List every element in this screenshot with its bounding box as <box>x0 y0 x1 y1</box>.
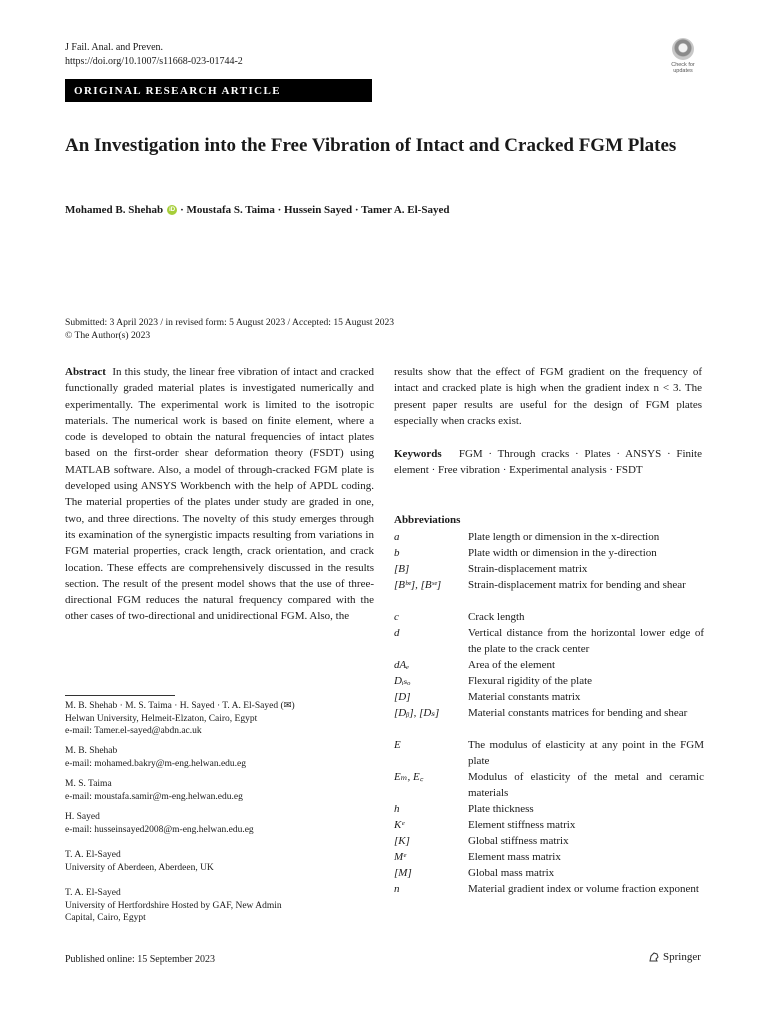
abbreviation-definition: Crack length <box>468 611 525 623</box>
affiliation-block <box>65 778 374 803</box>
abbreviation-row <box>394 705 704 721</box>
abbreviation-definition: Element mass matrix <box>468 851 561 863</box>
journal-name: J Fail. Anal. and Preven. <box>65 42 164 53</box>
affiliation-line: M. S. Taima <box>65 779 112 789</box>
abstract <box>65 364 374 625</box>
abbreviation-symbol: [K] <box>394 835 410 847</box>
orcid-icon[interactable]: iD <box>169 207 176 213</box>
abbreviation-definition: Strain-displacement matrix for bending and shear <box>468 579 686 591</box>
abbreviation-symbol: Kᵉ <box>394 819 405 831</box>
abbreviation-definition: Area of the element <box>468 659 556 671</box>
affiliation-line: M. B. Shehab <box>65 746 118 756</box>
affiliation-line[interactable]: e-mail: mohamed.bakry@m-eng.helwan.edu.eg <box>65 758 247 769</box>
abbreviation-symbol: E <box>394 739 401 751</box>
abbreviation-definition: Flexural rigidity of the plate <box>468 675 593 687</box>
dates-line: Submitted: 3 April 2023 / in revised form: 5 August 2023 / Accepted: 15 August 2023 <box>65 317 395 328</box>
abbreviation-symbol: c <box>394 611 399 623</box>
abbreviation-symbol: [M] <box>394 867 412 879</box>
abbreviation-symbol: b <box>394 547 400 559</box>
affiliation-line: T. A. El-Sayed <box>65 850 121 860</box>
abbreviation-definition: Global mass matrix <box>468 867 555 879</box>
abbreviation-definition: Vertical distance from the horizontal lower edge of the plate to the crack center <box>468 627 704 655</box>
abbreviation-definition: Plate thickness <box>468 803 534 815</box>
abbreviation-row <box>394 849 704 865</box>
abbreviation-row <box>394 577 704 593</box>
affiliation-block <box>65 700 374 738</box>
abbreviation-symbol: [B] <box>394 563 410 575</box>
article-title: An Investigation into the Free Vibration of Intact and Cracked FGM Plates <box>65 135 677 156</box>
affiliation-line: Helwan University, Helmeit-Elzaton, Cairo, Egypt <box>65 713 258 724</box>
affiliation-block <box>65 811 374 836</box>
abbreviations-title: Abbreviations <box>394 514 461 526</box>
footnote-divider <box>65 695 175 696</box>
affiliation-block <box>65 887 374 925</box>
abbreviation-symbol: Eₘ, E꜀ <box>394 771 424 783</box>
affiliation-line: H. Sayed <box>65 812 100 822</box>
abbreviation-row <box>394 545 704 561</box>
affiliation-line: University of Aberdeen, Aberdeen, UK <box>65 862 214 873</box>
affiliation-line[interactable]: e-mail: Tamer.el-sayed@abdn.ac.uk <box>65 726 202 737</box>
abstract-text: In this study, the linear free vibration of intact and cracked functionally graded material plates is investigated numerically and experimentally. The experimental work is limited to the isotropic materials. The numerical work is based on finite element, where a code is developed to obtain the natural frequencies of intact plates based on the first-order shear deformation theory (FSDT) using MATLAB software. Also, a model of through-cracked FGM plate is developed using ANSYS Workbench with the help of APDL coding. The material properties of the plates under study are graded in one, two, and three directions. The novelty of this study emerges through its examination of the synergistic impacts resulting from variations in FGM material properties, crack length, crack orientation, and crack location. These effects are comprehensively discussed in the results section. The result of the present model shows that the use of three-directional FGM reduces the natural frequency compared with the other cases of two-directional and unidirectional FGM. Also, the <box>65 366 375 623</box>
submission-dates <box>65 316 394 342</box>
abstract-label: Abstract <box>65 366 106 378</box>
abbreviation-symbol: [Bᵇᵉ], [Bˢᵉ] <box>394 579 442 591</box>
abbreviation-definition: Strain-displacement matrix <box>468 563 588 575</box>
abbreviation-row <box>394 817 704 833</box>
affiliation-line: Capital, Cairo, Egypt <box>65 913 146 924</box>
check-for-updates-badge[interactable] <box>664 38 702 76</box>
publisher-logo <box>648 951 701 963</box>
abbreviation-symbol: [Dᵦ], [Dₛ] <box>394 707 440 719</box>
keywords <box>394 446 702 479</box>
abbreviation-definition: Material constants matrix <box>468 691 581 703</box>
affiliation-line: University of Hertfordshire Hosted by GAF, New Admin <box>65 900 282 911</box>
abbreviation-definition: Plate length or dimension in the x-direction <box>468 531 660 543</box>
abbreviation-definition: Modulus of elasticity of the metal and ceramic materials <box>468 771 704 799</box>
affiliation-line: T. A. El-Sayed <box>65 888 121 898</box>
abbreviation-row <box>394 833 704 849</box>
abbreviation-row <box>394 737 704 769</box>
abbreviation-row <box>394 609 704 625</box>
publisher-name: Springer <box>663 951 701 963</box>
abstract-continuation: results show that the effect of FGM gradient on the frequency of intact and cracked plate is high when the gradient index n < 3. The present paper results are useful for the design of FGM plates especially when cracks exist. <box>394 366 702 427</box>
abbreviation-symbol: n <box>394 883 400 895</box>
abbreviation-row <box>394 657 704 673</box>
abbreviation-symbol: Mᵉ <box>394 851 407 863</box>
abbreviation-definition: Element stiffness matrix <box>468 819 576 831</box>
abbreviation-row <box>394 673 704 689</box>
author-list <box>65 204 449 216</box>
abbreviation-row <box>394 625 704 657</box>
affiliation-line: M. B. Shehab · M. S. Taima · H. Sayed · T. A. El-Sayed (✉) <box>65 701 295 711</box>
abbreviation-symbol: a <box>394 531 400 543</box>
article-type-banner: ORIGINAL RESEARCH ARTICLE <box>65 79 372 102</box>
doi-link[interactable]: https://doi.org/10.1007/s11668-023-01744-2 <box>65 56 243 67</box>
abbreviation-definition: The modulus of elasticity at any point in the FGM plate <box>468 739 704 767</box>
abbreviation-definition: Material gradient index or volume fraction exponent <box>468 883 699 895</box>
abbreviation-symbol: d <box>394 627 400 639</box>
abbreviation-symbol: h <box>394 803 400 815</box>
abbreviation-row <box>394 561 704 577</box>
abbreviation-definition: Plate width or dimension in the y-direction <box>468 547 657 559</box>
abbreviation-row <box>394 689 704 705</box>
abbreviation-row <box>394 865 704 881</box>
abbreviation-row <box>394 881 704 897</box>
affiliation-block <box>65 849 374 874</box>
abbreviation-definition: Material constants matrices for bending and shear <box>468 707 688 719</box>
affiliation-line[interactable]: e-mail: moustafa.samir@m-eng.helwan.edu.eg <box>65 791 243 802</box>
abbreviation-row <box>394 529 704 545</box>
abbreviation-symbol: [D] <box>394 691 411 703</box>
abbreviation-row <box>394 801 704 817</box>
affiliation-block <box>65 745 374 770</box>
other-authors[interactable]: · Moustafa S. Taima · Hussein Sayed · Tamer A. El-Sayed <box>180 204 450 216</box>
copyright-line: © The Author(s) 2023 <box>65 330 151 341</box>
published-date: Published online: 15 September 2023 <box>65 954 215 965</box>
first-author[interactable]: Mohamed B. Shehab <box>65 204 164 216</box>
check-updates-label: Check for updates <box>671 62 695 74</box>
springer-horse-icon <box>648 951 660 963</box>
keywords-text: FGM · Through cracks · Plates · ANSYS · Finite element · Free vibration · Experimental analysis · FSDT <box>394 448 702 477</box>
abbreviation-symbol: dAₑ <box>394 659 410 671</box>
abbreviation-row <box>394 769 704 801</box>
abbreviation-symbol: Dᵢₛₒ <box>394 675 411 687</box>
affiliation-line[interactable]: e-mail: husseinsayed2008@m-eng.helwan.edu.eg <box>65 824 254 835</box>
keywords-label: Keywords <box>394 448 442 460</box>
abbreviation-definition: Global stiffness matrix <box>468 835 569 847</box>
check-updates-icon <box>672 38 694 60</box>
